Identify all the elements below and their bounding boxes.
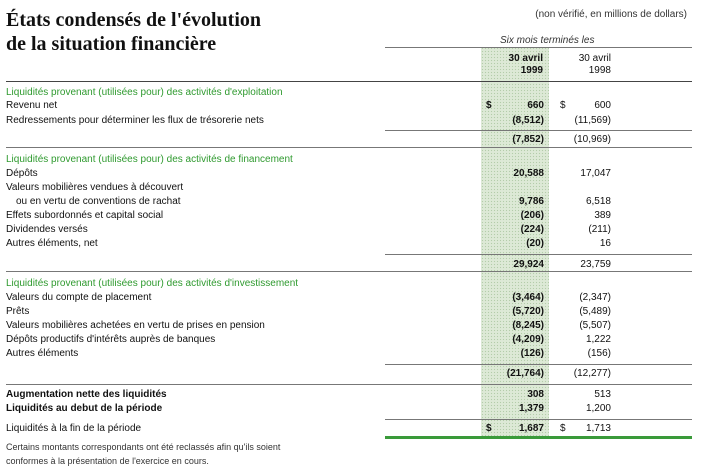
row-label: Valeurs mobilières achetées en vertu de prises en pension [6,320,265,331]
table-row [0,305,703,319]
unaudited-note: (non vérifié, en millions de dollars) [535,9,687,20]
value-current: 660 [527,100,544,111]
value-current: 20,588 [513,168,544,179]
dollar-sign-prior: $ [560,100,566,111]
value-prior: (10,969) [573,134,611,145]
value-prior: (5,489) [579,306,611,317]
row-label: Redressements pour déterminer les flux de trésorerie nets [6,115,264,126]
col-prior-year: 1998 [588,65,611,76]
value-current: 29,924 [513,259,544,270]
table-row [0,99,703,113]
footnote-line1: Certains montants correspondants ont été reclassés afin qu'ils soient [6,442,281,452]
header-rule [385,47,692,48]
subtotal-row [0,133,703,147]
row-label: Liquidités au debut de la période [6,403,163,414]
value-prior: (5,507) [579,320,611,331]
value-prior: 1,222 [585,334,611,345]
subtotal-row [0,258,703,272]
value-current: (7,852) [512,134,544,145]
table-row [0,402,703,416]
dollar-sign-current: $ [486,100,492,111]
value-current: (20) [526,238,544,249]
value-prior: 1,200 [585,403,611,414]
row-label: Dépôts [6,168,38,179]
statement-title-line2: de la situation financière [6,33,217,55]
value-current: (5,720) [512,306,544,317]
table-row [0,237,703,251]
value-current: (8,512) [512,115,544,126]
value-current: 308 [527,389,544,400]
value-prior: 513 [594,389,611,400]
row-label: Autres éléments, net [6,238,98,249]
total-underline-bar [385,436,692,439]
dollar-sign-current: $ [486,423,492,434]
value-prior: (12,277) [573,368,611,379]
row-label: Dividendes versés [6,224,88,235]
table-row [0,422,703,436]
table-row [0,388,703,402]
table-row [0,319,703,333]
dollar-sign-prior: $ [560,423,566,434]
footnote-line2: conformes à la présentation de l'exercice en cours. [6,456,209,466]
row-label: Dépôts productifs d'intérêts auprès de banques [6,334,216,345]
value-prior: (2,347) [579,292,611,303]
rule [6,271,692,272]
value-prior: 6,518 [585,196,611,207]
row-label: Liquidités à la fin de la période [6,423,142,434]
table-row [0,347,703,361]
rule [385,419,692,420]
table-row [0,195,703,209]
value-current: (3,464) [512,292,544,303]
value-current: (21,764) [506,368,544,379]
value-prior: 1,713 [585,423,611,434]
value-prior: 389 [594,210,611,221]
row-label: Prêts [6,306,30,317]
table-row [0,333,703,347]
rule [385,254,692,255]
value-prior: (211) [588,224,611,235]
value-prior: (11,569) [574,115,611,126]
table-row [0,223,703,237]
rule [6,147,692,148]
section-header [0,277,703,291]
row-label: Liquidités provenant (utilisées pour) des activités d'exploitation [6,87,283,98]
table-row [0,114,703,128]
row-label: Revenu net [6,100,58,111]
subtotal-row [0,367,703,381]
section-header [0,86,703,100]
col-current-year: 1999 [520,65,543,76]
value-prior: 600 [594,100,611,111]
row-label: Autres éléments [6,348,79,359]
row-label: Liquidités provenant (utilisées pour) des activités de financement [6,154,293,165]
value-current: (4,209) [512,334,544,345]
value-prior: 17,047 [580,168,611,179]
row-label: Effets subordonnés et capital social [6,210,164,221]
value-current: 1,687 [518,423,544,434]
row-label: ou en vertu de conventions de rachat [16,196,181,207]
table-row [0,181,703,195]
value-current: (8,245) [512,320,544,331]
value-current: (206) [520,210,544,221]
table-row [0,291,703,305]
value-current: (126) [520,348,544,359]
col-current-date: 30 avril [508,53,543,64]
value-current: 9,786 [518,196,544,207]
value-current: 1,379 [518,403,544,414]
col-prior-date: 30 avril [578,53,611,64]
statement-title-line1: États condensés de l'évolution [6,9,262,31]
row-label: Augmentation nette des liquidités [6,389,167,400]
period-label: Six mois terminés les [500,35,595,46]
row-label: Valeurs mobilières vendues à découvert [6,182,184,193]
value-current: (224) [520,224,544,235]
rule [385,130,692,131]
section-header [0,153,703,167]
table-row [0,167,703,181]
row-label: Valeurs du compte de placement [6,292,152,303]
rule [385,364,692,365]
value-prior: 16 [599,238,611,249]
row-label: Liquidités provenant (utilisées pour) des activités d'investissement [6,278,299,289]
value-prior: 23,759 [580,259,611,270]
table-row [0,209,703,223]
table-top-rule [6,81,692,82]
value-prior: (156) [587,348,611,359]
rule [6,384,692,385]
